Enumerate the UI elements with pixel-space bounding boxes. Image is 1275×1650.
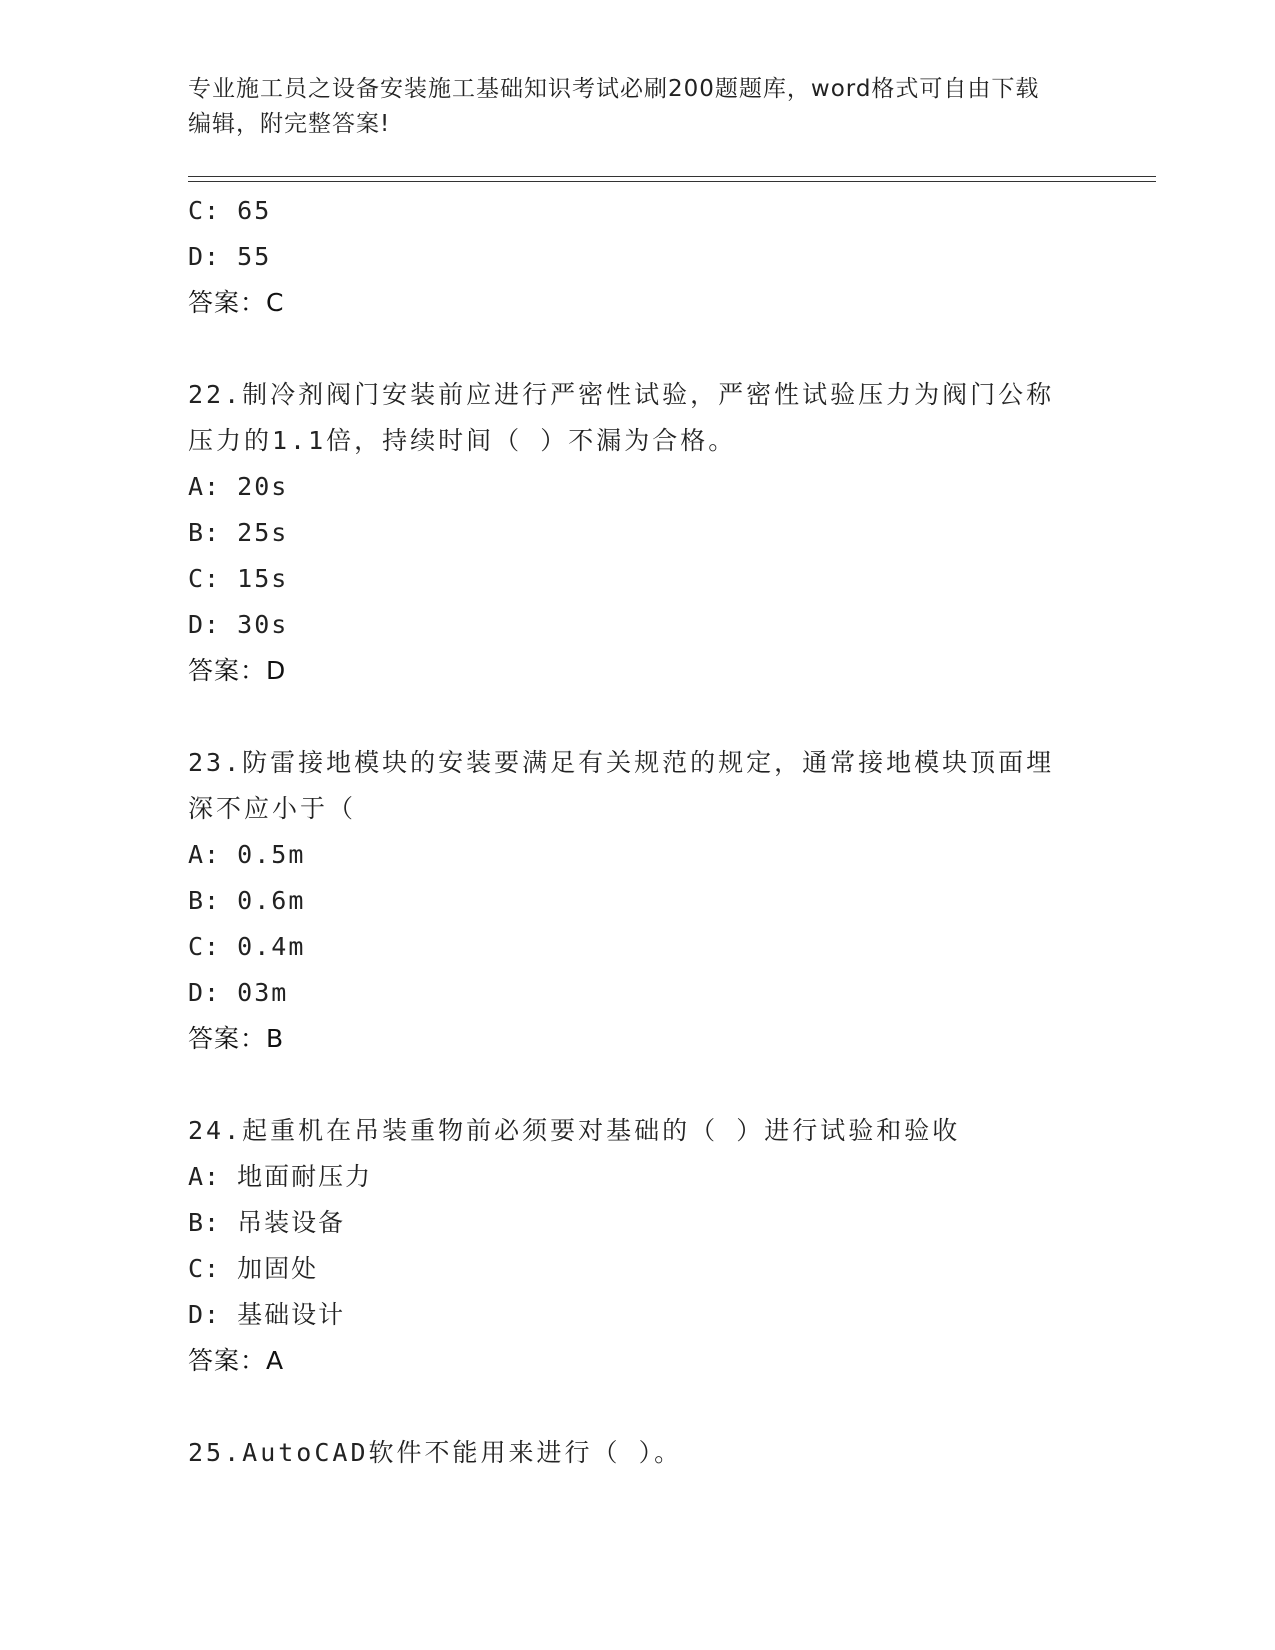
question-list bbox=[188, 188, 1088, 1476]
question-text-line-2: 深不应小于（ bbox=[188, 794, 357, 823]
option-d bbox=[188, 1292, 1088, 1338]
option-text: 0.4m bbox=[237, 932, 306, 961]
header-title-line-1: 专业施工员之设备安装施工基础知识考试必刷200题题库，word格式可自由下载 bbox=[188, 76, 1040, 102]
option-a bbox=[188, 832, 1088, 878]
option-c bbox=[188, 188, 1088, 234]
option-text: 55 bbox=[237, 242, 272, 271]
option-c bbox=[188, 556, 1088, 602]
header-rule-top bbox=[188, 176, 1156, 177]
option-letter: D: bbox=[188, 242, 221, 271]
question-text-line-1: 23.防雷接地模块的安装要满足有关规范的规定，通常接地模块顶面埋 bbox=[188, 748, 1055, 777]
question-24 bbox=[188, 1108, 1088, 1384]
spacer bbox=[188, 694, 1088, 740]
option-text: 吊装设备 bbox=[237, 1208, 346, 1237]
option-a bbox=[188, 1154, 1088, 1200]
option-letter: C: bbox=[188, 196, 221, 225]
option-letter: D: bbox=[188, 1300, 221, 1329]
option-d bbox=[188, 970, 1088, 1016]
option-text: 65 bbox=[237, 196, 272, 225]
question-22 bbox=[188, 372, 1088, 694]
option-c bbox=[188, 924, 1088, 970]
option-text: 地面耐压力 bbox=[237, 1162, 373, 1191]
option-letter: C: bbox=[188, 564, 221, 593]
option-c bbox=[188, 1246, 1088, 1292]
option-letter: B: bbox=[188, 1208, 221, 1237]
option-text: 基础设计 bbox=[237, 1300, 346, 1329]
option-text: 30s bbox=[237, 610, 289, 639]
question-text-line-1: 24.起重机在吊装重物前必须要对基础的（ ）进行试验和验收 bbox=[188, 1116, 961, 1145]
option-text: 25s bbox=[237, 518, 289, 547]
question-text-line-1: 22.制冷剂阀门安装前应进行严密性试验，严密性试验压力为阀门公称 bbox=[188, 380, 1055, 409]
spacer bbox=[188, 1062, 1088, 1108]
question-text-line-1: 25.AutoCAD软件不能用来进行（ ）。 bbox=[188, 1438, 683, 1467]
answer-line: 答案：A bbox=[188, 1346, 285, 1375]
question-23 bbox=[188, 740, 1088, 1062]
option-letter: D: bbox=[188, 978, 221, 1007]
option-letter: A: bbox=[188, 472, 221, 501]
answer-line: 答案：D bbox=[188, 656, 287, 685]
option-letter: C: bbox=[188, 1254, 221, 1283]
option-letter: C: bbox=[188, 932, 221, 961]
question-25 bbox=[188, 1430, 1088, 1476]
option-a bbox=[188, 464, 1088, 510]
document-header bbox=[188, 72, 1078, 142]
question-21-continued bbox=[188, 188, 1088, 326]
option-d bbox=[188, 234, 1088, 280]
answer-line: 答案：C bbox=[188, 288, 285, 317]
option-letter: A: bbox=[188, 1162, 221, 1191]
option-b bbox=[188, 878, 1088, 924]
option-text: 15s bbox=[237, 564, 289, 593]
option-text: 03m bbox=[237, 978, 289, 1007]
option-text: 0.5m bbox=[237, 840, 306, 869]
option-b bbox=[188, 1200, 1088, 1246]
option-d bbox=[188, 602, 1088, 648]
answer-line: 答案：B bbox=[188, 1024, 285, 1053]
option-letter: B: bbox=[188, 518, 221, 547]
spacer bbox=[188, 326, 1088, 372]
option-letter: B: bbox=[188, 886, 221, 915]
header-title-line-2: 编辑，附完整答案! bbox=[188, 111, 391, 137]
option-text: 加固处 bbox=[237, 1254, 319, 1283]
spacer bbox=[188, 1384, 1088, 1430]
option-letter: A: bbox=[188, 840, 221, 869]
option-text: 20s bbox=[237, 472, 289, 501]
option-b bbox=[188, 510, 1088, 556]
option-text: 0.6m bbox=[237, 886, 306, 915]
option-letter: D: bbox=[188, 610, 221, 639]
header-rule-bottom bbox=[188, 181, 1156, 182]
question-text-line-2: 压力的1.1倍，持续时间（ ）不漏为合格。 bbox=[188, 426, 737, 455]
